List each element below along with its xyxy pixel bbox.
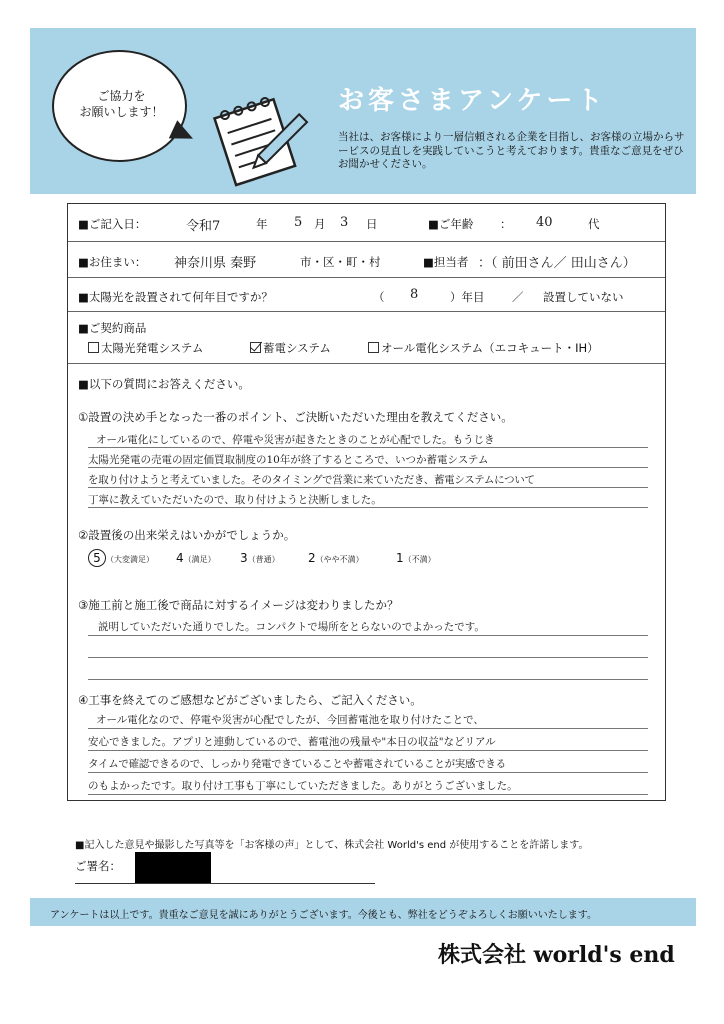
satisfaction-4[interactable]: 4（満足） [176,551,216,565]
signature-line [75,883,375,884]
bubble-text: ご協力を お願いします！ [79,89,164,119]
address-units: 市・区・町・村 [300,255,381,269]
month-unit: 月 [314,217,326,231]
q3-line-3 [88,658,648,680]
age-colon: ： [500,217,512,231]
consent-notice: ■記入した意見や撮影した写真等を「お客様の声」として、株式会社 World's end が使用することを許諾します。 [75,840,589,851]
year-unit: 年 [256,217,268,231]
products-row [68,312,665,364]
day-unit: 日 [366,217,378,231]
product-battery-checkbox[interactable] [250,342,261,353]
questions-label: ■以下の質問にお答えください。 [78,377,250,391]
survey-header [30,28,696,194]
years-label: ■太陽光を設置されて何年目ですか？ [78,290,273,304]
date-era: 令和7 [186,219,221,234]
satisfaction-1[interactable]: 1（不満） [396,551,436,565]
years-open: （ [373,290,385,304]
product-battery[interactable] [250,340,331,356]
company-logo-text: 株式会社 world's end [438,942,675,968]
product-all-electric-label: オール電化システム（エコキュート・IH） [381,341,599,355]
q3-line-2 [88,636,648,658]
speech-bubble [52,50,187,162]
years-row [68,278,665,312]
staff-label: ■担当者 [423,255,469,269]
q4-question: ④工事を終えてのご感想などがございましたら、ご記入ください。 [78,693,422,707]
satisfaction-2[interactable]: 2（やや不満） [308,551,364,565]
q1-line-3: を取り付けようと考えていました。そのタイミングで営業に来ていただき、蓄電システムについて [88,468,648,488]
q4-line-3: タイムで確認できるので、しっかり発電できていることや蓄電されていることが実感できる [88,751,648,773]
years-separator: ／ [512,290,524,304]
address-value: 神奈川県 秦野 [174,256,257,271]
years-close: ）年目 [450,290,485,304]
satisfaction-5-num: 5 [88,549,106,567]
years-value: 8 [410,287,419,302]
date-day: 3 [340,215,349,230]
age-unit: 代 [588,217,600,231]
footer-text: アンケートは以上です。貴重なご意見を誠にありがとうございます。今後とも、弊社をどうぞよろしくお願いいたします。 [50,910,597,921]
date-age-row [68,204,665,242]
product-solar[interactable] [88,340,203,356]
years-none: 設置していない [543,290,624,304]
satisfaction-5[interactable]: 5 （大変満足） [88,549,154,567]
products-label: ■ご契約商品 [78,321,147,335]
product-solar-checkbox[interactable] [88,342,99,353]
signature-label: ご署名： [75,859,121,873]
satisfaction-3[interactable]: 3（普通） [240,551,280,565]
product-battery-label: 蓄電システム [263,341,331,355]
product-all-electric-checkbox[interactable] [368,342,379,353]
survey-description: 当社は、お客様により一層信頼される企業を目指し、お客様の立場からサービスの見直しを実践していこうと考えております。貴重なご意見をぜひお聞かせください。 [338,131,685,170]
date-label: ■ご記入日： [78,217,147,231]
staff-value: ：（ 前田さん／ 田山さん） [478,256,636,271]
q1-line-4: 丁寧に教えていただいたので、取り付けようと決断しました。 [88,488,648,508]
q1-line-1: オール電化にしているので、停電や災害が起きたときのことが心配でした。もうじき [88,428,648,448]
address-row [68,242,665,278]
q4-line-1: オール電化なので、停電や災害が心配でしたが、今回蓄電池を取り付けたことで、 [88,707,648,729]
product-solar-label: 太陽光発電システム [101,341,204,355]
q3-question: ③施工前と施工後で商品に対するイメージは変わりましたか？ [78,598,399,612]
age-label: ■ご年齢 [428,217,474,231]
q3-line-1: 説明していただいた通りでした。コンパクトで場所をとらないのでよかったです。 [88,614,648,636]
address-label: ■お住まい： [78,255,147,269]
q4-line-2: 安心できました。アプリと連動しているので、蓄電池の残量や"本日の収益"などリアル [88,729,648,751]
footer-bar [30,898,696,926]
signature-redaction [135,852,211,884]
q1-line-2: 太陽光発電の売電の固定価買取制度の10年が終了するところで、いつか蓄電システム [88,448,648,468]
age-value: 40 [536,215,553,230]
product-all-electric[interactable] [368,340,599,356]
date-month: 5 [294,215,303,230]
q2-question: ②設置後の出来栄えはいかがでしょうか。 [78,528,296,542]
survey-title: お客さまアンケート [338,86,607,116]
q4-line-4: のもよかったです。取り付け工事も丁寧にしていただきました。ありがとうございました。 [88,773,648,795]
notepad-pencil-icon [198,84,318,194]
survey-form [67,203,666,801]
q1-question: ①設置の決め手となった一番のポイント、ご決断いただいた理由を教えてください。 [78,410,513,424]
